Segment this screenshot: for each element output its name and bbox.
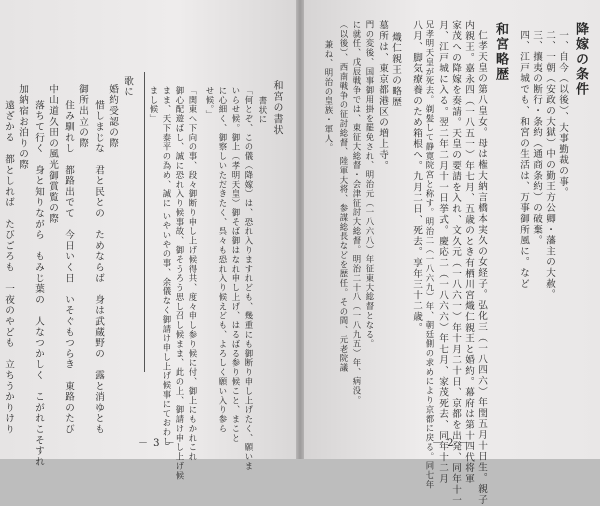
letter-line: 「関東へ下向の事、段々御断り申し上げ候得共、度々申し参り候に付、御上にもかれこれ bbox=[188, 86, 198, 462]
box-heading: 和宮の書状 bbox=[271, 80, 282, 136]
heading-conditions: 降嫁の条件 bbox=[573, 22, 588, 97]
poem-title: 御所出立の際 bbox=[77, 84, 88, 149]
poem-title: 加納宿お泊りの際 bbox=[17, 84, 28, 171]
right-page bbox=[304, 0, 600, 506]
letter-line: せ候。」 bbox=[205, 86, 215, 120]
poem-line: 遠ざかる 都としれば たびごろも 一夜のやども 立ちうかりけり bbox=[3, 100, 14, 435]
poem-line: 住み馴れし 都路出でて 今日いく日 いそぐもつらき 東路のたび bbox=[63, 100, 74, 435]
poem-title: 婚約受認の際 bbox=[107, 84, 118, 149]
bio2-line: （以後）、西南戦争の征討総督、陸軍大将、参謀総長などを歴任。その間、元老院議 bbox=[339, 20, 349, 373]
box-subheading: 書状に bbox=[258, 96, 268, 125]
letter-line: まま、天下泰平の為め、誠に いやいやの事、余儀なく御請け申し上げ候事にておわし bbox=[162, 86, 172, 447]
box-border bbox=[144, 72, 145, 372]
bio-line: 内親王。嘉永四（一八五一）年七月、五歳のとき有栖川宮熾仁親王と婚約。幕府は第十四代将軍 bbox=[463, 20, 474, 485]
bio-line: 兄孝明天皇が死去。剃髪して静寛院宮と称す。明治二（一八六九）年、朝廷側の求めにより京都に戻る。同七年 bbox=[425, 20, 435, 490]
condition-line: 一、自今（以後）、大事勤裁の事。 bbox=[557, 30, 568, 198]
bio-line: 月、江戸城に入る。翌二年二月十一日挙式。慶応二（一八六六）年七月、家茂死去、同年十二月 bbox=[437, 20, 448, 485]
bio2-line: に就任、戊辰戦争では、東征大総督・会津征討大総督。明治二十八（一八九五）年、病没。 bbox=[352, 20, 362, 405]
bio-line: 仁孝天皇の第八皇女。母は権大納言橋本実久の女経子。弘化三（一八四六）年閏五月十日生。親子 bbox=[476, 30, 487, 506]
left-page bbox=[0, 0, 296, 481]
poem-line: 惜しまじな 君と民との ためならば 身は武蔵野の 露と消ゆとも bbox=[93, 100, 104, 435]
bio-line: 八月、脚気療養のため箱根へ。九月二日、死去。享年三十二歳。 bbox=[411, 20, 422, 334]
bio2-line: 墓所は、東京都港区の増上寺。 bbox=[377, 20, 388, 172]
letter-line: いらせ候。御上（孝明天皇）御そば御はなれ申し上げ、はるばる参り候こと、まこと bbox=[231, 86, 241, 443]
page-number: － 3 － bbox=[138, 438, 176, 449]
bio-line: 家茂への降嫁を奏請。天皇の要請を入れ、文久元（一八六一）年十月二十日、京都を出発、同年十一 bbox=[450, 20, 461, 506]
heading-biography: 和宮略歴 bbox=[493, 22, 508, 82]
book-spine bbox=[296, 0, 304, 459]
bio2-head: 熾仁親王の略歴 bbox=[390, 32, 401, 108]
poem-title: 中山道久田の風光御賞覧の際 bbox=[47, 84, 58, 225]
page-number: － 2 － bbox=[432, 438, 470, 449]
bio2-head: 兼ね、明治の皇族・軍人。 bbox=[324, 40, 334, 153]
letter-line: 「何とぞ、この儀（降嫁）は、恐れ入りますれども、幾重にも御断り申し上げたく、願いま bbox=[244, 86, 254, 471]
condition-line: 二、一朝（安政の大獄）中の勤王方公卿・藩主の大赦。 bbox=[544, 30, 555, 300]
letter-line: に心細く、御察しいただきたく、呉々も恐れ入り候えども、よろしく願い入り参ら bbox=[218, 86, 228, 434]
poem-line: 落ちて行く 身と知りながら もみじ葉の 人なつかしく こがれこそすれ bbox=[33, 100, 44, 468]
poem-label: 歌に bbox=[122, 76, 133, 98]
bio2-line: 門の変後、国事御用掛を罷免され、明治元（一八六八）年征東大総督となる。 bbox=[365, 20, 375, 349]
condition-line: 三、攘夷の断行・条約（通商条約）の破棄。 bbox=[531, 30, 542, 246]
letter-line: 御心配遊ばし、誠に恐れ入り候事故、御そうろう思し召し候まま、此の上、御請け申し上げ候 bbox=[175, 86, 185, 481]
condition-line: 四、江戸城でも、和宮の生活は、万事御所風に。など bbox=[518, 30, 529, 290]
letter-line: まし候」 bbox=[149, 86, 159, 124]
